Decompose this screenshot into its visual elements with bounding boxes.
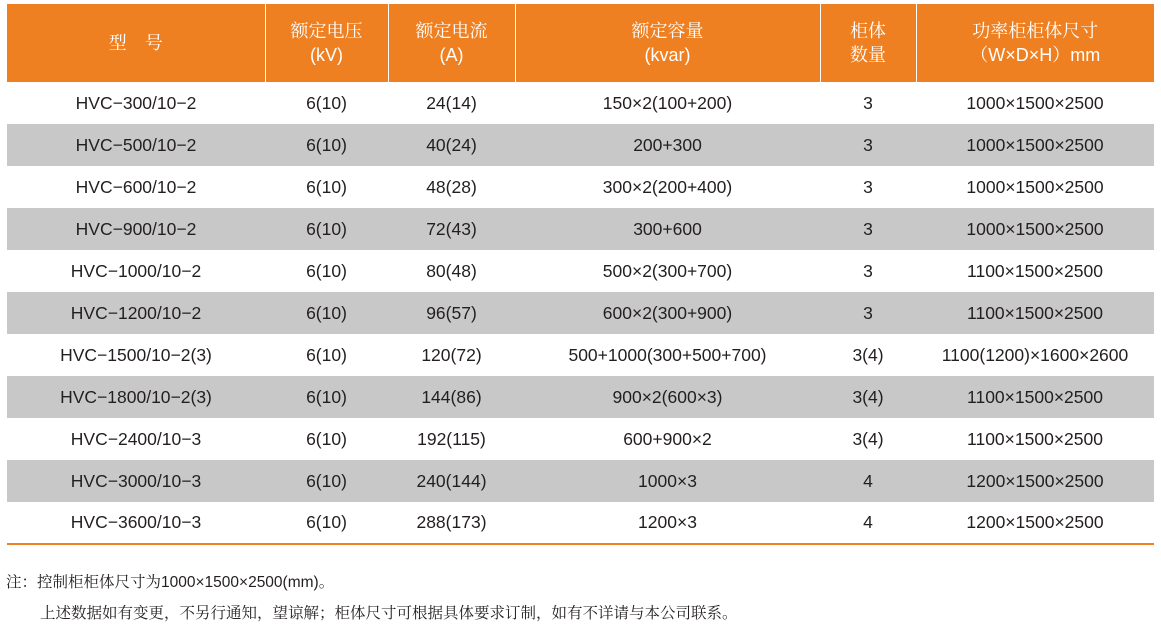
spec-sheet-page (0, 4, 1161, 622)
cell-current: 80(48) (388, 250, 515, 292)
column-header-model-line1: 型 号 (108, 32, 163, 53)
cell-quantity: 3(4) (820, 376, 916, 418)
cell-quantity: 4 (820, 502, 916, 544)
cell-quantity: 3 (820, 166, 916, 208)
cell-voltage: 6(10) (265, 502, 388, 544)
cell-model: HVC−900/10−2 (7, 208, 265, 250)
column-header-quantity-line2: 数量 (850, 45, 886, 65)
table-row (7, 460, 1154, 502)
footnote-line-2: 上述数据如有变更，不另行通知，望谅解；柜体尺寸可根据具体要求订制，如有不详请与本公司联系。 (40, 605, 738, 622)
cell-capacity: 300+600 (515, 208, 820, 250)
cell-current: 40(24) (388, 124, 515, 166)
table-row (7, 166, 1154, 208)
column-header-capacity (515, 4, 820, 82)
table-row (7, 292, 1154, 334)
cell-voltage: 6(10) (265, 334, 388, 376)
cell-dimensions: 1200×1500×2500 (916, 460, 1154, 502)
cell-dimensions: 1100×1500×2500 (916, 250, 1154, 292)
cell-capacity: 200+300 (515, 124, 820, 166)
header-row (7, 4, 1154, 82)
cell-capacity: 600×2(300+900) (515, 292, 820, 334)
column-header-capacity-line2: (kvar) (644, 45, 691, 65)
table-row (7, 124, 1154, 166)
column-header-current-line2: (A) (439, 45, 464, 65)
cell-model: HVC−1200/10−2 (7, 292, 265, 334)
cell-model: HVC−1000/10−2 (7, 250, 265, 292)
cell-quantity: 3 (820, 250, 916, 292)
cell-model: HVC−3600/10−3 (7, 502, 265, 544)
cell-voltage: 6(10) (265, 376, 388, 418)
cell-quantity: 3 (820, 292, 916, 334)
cell-quantity: 3(4) (820, 334, 916, 376)
cell-current: 72(43) (388, 208, 515, 250)
cell-capacity: 150×2(100+200) (515, 82, 820, 124)
cell-current: 120(72) (388, 334, 515, 376)
cell-voltage: 6(10) (265, 460, 388, 502)
cell-quantity: 4 (820, 460, 916, 502)
column-header-current (388, 4, 515, 82)
column-header-dimensions-line2: （W×D×H）mm (970, 45, 1101, 65)
table-row (7, 82, 1154, 124)
table-row (7, 250, 1154, 292)
cell-voltage: 6(10) (265, 208, 388, 250)
column-header-dimensions-line1: 功率柜柜体尺寸 (972, 20, 1099, 41)
cell-dimensions: 1100×1500×2500 (916, 292, 1154, 334)
column-header-dimensions (916, 4, 1154, 82)
cell-quantity: 3 (820, 124, 916, 166)
cell-dimensions: 1100×1500×2500 (916, 376, 1154, 418)
cell-model: HVC−2400/10−3 (7, 418, 265, 460)
cell-quantity: 3 (820, 82, 916, 124)
cell-dimensions: 1000×1500×2500 (916, 208, 1154, 250)
cell-dimensions: 1200×1500×2500 (916, 502, 1154, 544)
cell-model: HVC−1500/10−2(3) (7, 334, 265, 376)
table-row (7, 502, 1154, 544)
table-row (7, 208, 1154, 250)
cell-quantity: 3 (820, 208, 916, 250)
column-header-model (7, 4, 265, 82)
cell-dimensions: 1000×1500×2500 (916, 82, 1154, 124)
column-header-current-line1: 额定电流 (415, 20, 488, 41)
column-header-quantity (820, 4, 916, 82)
cell-current: 144(86) (388, 376, 515, 418)
cell-voltage: 6(10) (265, 124, 388, 166)
cell-model: HVC−500/10−2 (7, 124, 265, 166)
table-row (7, 334, 1154, 376)
cell-model: HVC−3000/10−3 (7, 460, 265, 502)
cell-capacity: 600+900×2 (515, 418, 820, 460)
footnotes (6, 567, 1161, 629)
cell-quantity: 3(4) (820, 418, 916, 460)
cell-capacity: 300×2(200+400) (515, 166, 820, 208)
cell-current: 24(14) (388, 82, 515, 124)
cell-current: 96(57) (388, 292, 515, 334)
column-header-voltage-line2: (kV) (310, 45, 343, 65)
specification-table (7, 4, 1154, 545)
cell-current: 48(28) (388, 166, 515, 208)
cell-voltage: 6(10) (265, 250, 388, 292)
cell-voltage: 6(10) (265, 166, 388, 208)
cell-model: HVC−300/10−2 (7, 82, 265, 124)
cell-capacity: 500×2(300+700) (515, 250, 820, 292)
column-header-capacity-line1: 额定容量 (631, 20, 704, 41)
table-header (7, 4, 1154, 82)
footnote-line-1: 注：控制柜柜体尺寸为1000×1500×2500(mm)。 (6, 574, 335, 591)
table-body (7, 82, 1154, 544)
cell-voltage: 6(10) (265, 82, 388, 124)
cell-voltage: 6(10) (265, 418, 388, 460)
table-row (7, 418, 1154, 460)
cell-dimensions: 1000×1500×2500 (916, 124, 1154, 166)
cell-model: HVC−1800/10−2(3) (7, 376, 265, 418)
cell-current: 240(144) (388, 460, 515, 502)
cell-voltage: 6(10) (265, 292, 388, 334)
cell-capacity: 1000×3 (515, 460, 820, 502)
column-header-voltage-line1: 额定电压 (290, 20, 363, 41)
column-header-voltage (265, 4, 388, 82)
table-row (7, 376, 1154, 418)
cell-current: 192(115) (388, 418, 515, 460)
cell-capacity: 500+1000(300+500+700) (515, 334, 820, 376)
cell-capacity: 900×2(600×3) (515, 376, 820, 418)
cell-current: 288(173) (388, 502, 515, 544)
cell-model: HVC−600/10−2 (7, 166, 265, 208)
cell-capacity: 1200×3 (515, 502, 820, 544)
column-header-quantity-line1: 柜体 (850, 20, 886, 41)
cell-dimensions: 1100(1200)×1600×2600 (916, 334, 1154, 376)
cell-dimensions: 1000×1500×2500 (916, 166, 1154, 208)
cell-dimensions: 1100×1500×2500 (916, 418, 1154, 460)
